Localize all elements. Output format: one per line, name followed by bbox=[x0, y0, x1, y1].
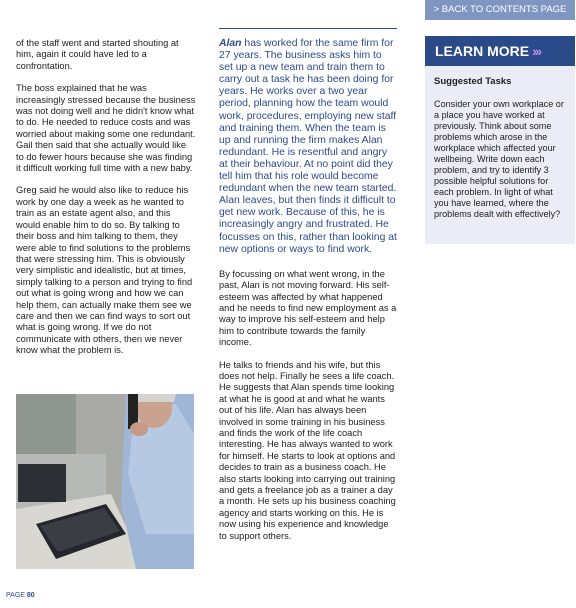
paragraph: Greg said he would also like to reduce his work by one day a week as he wanted to train as an estate agent also, and this would enable him to do so. By talking to their boss and him talking to them, they were able to find solutions to the problems that were stressing him. This is obviously very simplistic and idealistic, but at times, simply talking to a person and trying to find out what is going wrong and how we can help them, can actually make them see we care and then we can find ways to sort out what is going wrong. If we do not communicate with others, then we never know what the problem is. bbox=[16, 185, 193, 356]
page-number-value: 80 bbox=[26, 592, 35, 599]
paragraph: By focussing on what went wrong, in the past, Alan is not moving forward. His self-esteem was affected by what happened and he needs to find new employment as a way to improve his self-esteem and help him to contribute towards the family income. bbox=[219, 268, 397, 348]
column-middle bbox=[219, 38, 397, 553]
suggested-tasks-body: Consider your own workplace or a place you have worked at previously. Think about some problems which arose in the workplace which affected your wellbeing. Write down each problem, and try to identify 3 possible helpful solutions for each problem. In light of what you have learned, where the problems dealt with effectively? bbox=[434, 99, 564, 219]
chevron-right-icon: ››› bbox=[532, 43, 541, 59]
learn-more-banner bbox=[425, 36, 575, 66]
paragraph: The boss explained that he was increasingly stressed because the business was not doing well and he didn't know what to do. He needed to reduce costs and was worried about making some one redundant. Gail then said that she actually would like to do fewer hours because she was finding it difficult working full time with a new baby. bbox=[16, 83, 196, 174]
learn-more-panel bbox=[425, 36, 575, 244]
learn-more-title: LEARN MORE bbox=[435, 43, 530, 59]
page-label: PAGE bbox=[6, 592, 25, 599]
office-phone-photo bbox=[16, 394, 194, 569]
case-study-intro bbox=[219, 38, 397, 256]
top-rule bbox=[219, 28, 397, 29]
photo-illustration bbox=[16, 394, 194, 569]
page-number bbox=[6, 592, 35, 599]
column-left bbox=[16, 38, 196, 368]
suggested-tasks-heading: Suggested Tasks bbox=[434, 76, 512, 87]
back-to-contents-link[interactable]: > BACK TO CONTENTS PAGE bbox=[425, 0, 575, 20]
paragraph: He talks to friends and his wife, but this does not help. Finally he sees a life coach. He suggests that Alan spends time looking at what he is good at and what he wants out of his life. Alan has always been involved in some training in his business and finds the work of the life coach interesting. He has always wanted to work for himself. He starts to look at options and decides to train as a business coach. He also starts looking into carrying out training and gets a freelance job as a trainer a day a month. He sets up his business coaching agency and starts working on this. He is now using his experience and knowledge to support others. bbox=[219, 359, 396, 541]
paragraph: of the staff went and started shouting at him, again it could have led to a confrontation. bbox=[16, 38, 179, 71]
case-study-text: has worked for the same firm for 27 years. The business asks him to set up a new team and train them to carry out a task he has been doing for years. He works over a two year period, planning how the team would work, procedures, employing new staff and training them. When the team is up and running the firm makes Alan redundant. He is resentful and angry at their behaviour. At no point did they tell him that his role would become redundant when the new team started. Alan leaves, but then finds it difficult to get new work. Because of this, he is increasingly angry and frustrated. He focusses on this, rather than looking at new options or ways to find work. bbox=[219, 38, 397, 255]
case-study-name: Alan bbox=[219, 38, 242, 49]
